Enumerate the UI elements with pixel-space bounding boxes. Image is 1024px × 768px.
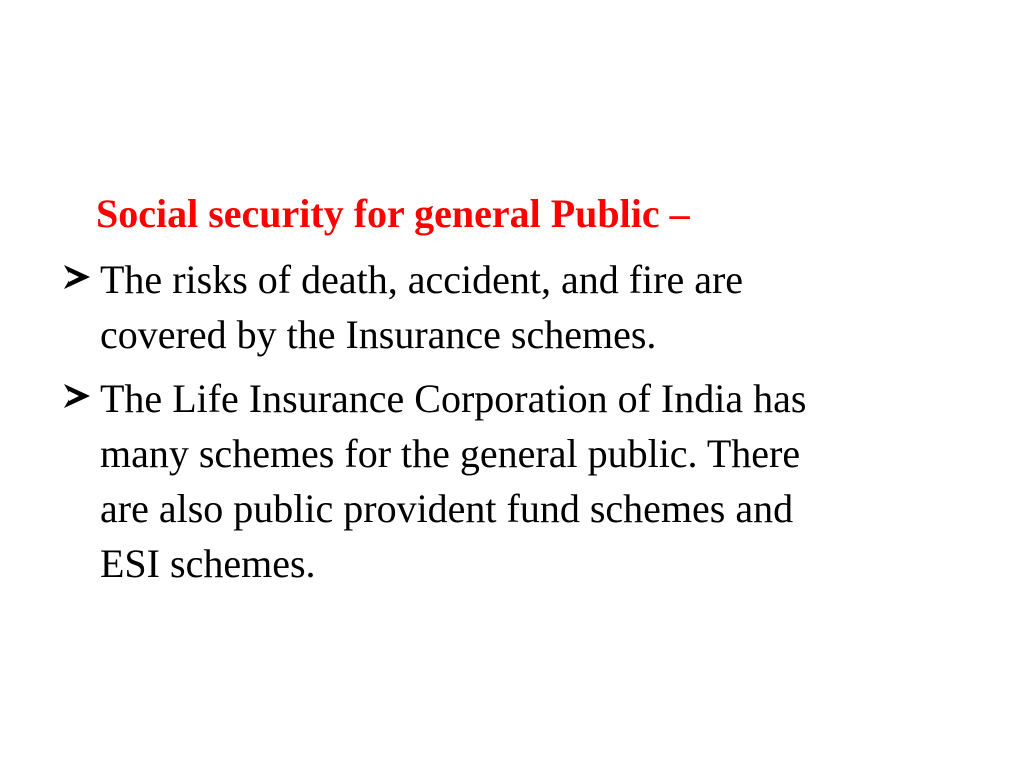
- bullet-item: [60, 252, 960, 362]
- bullet-item: [60, 371, 960, 591]
- arrow-bullet-icon: [60, 379, 94, 413]
- arrow-bullet-icon: [60, 260, 94, 294]
- bullet-text: The risks of death, accident, and fire are covered by the Insurance schemes.: [100, 257, 744, 357]
- bullet-text: The Life Insurance Corporation of India has many schemes for the general public. There are also public provident fund schemes and ESI schemes.: [100, 376, 807, 586]
- slide-heading: Social security for general Public –: [96, 191, 690, 236]
